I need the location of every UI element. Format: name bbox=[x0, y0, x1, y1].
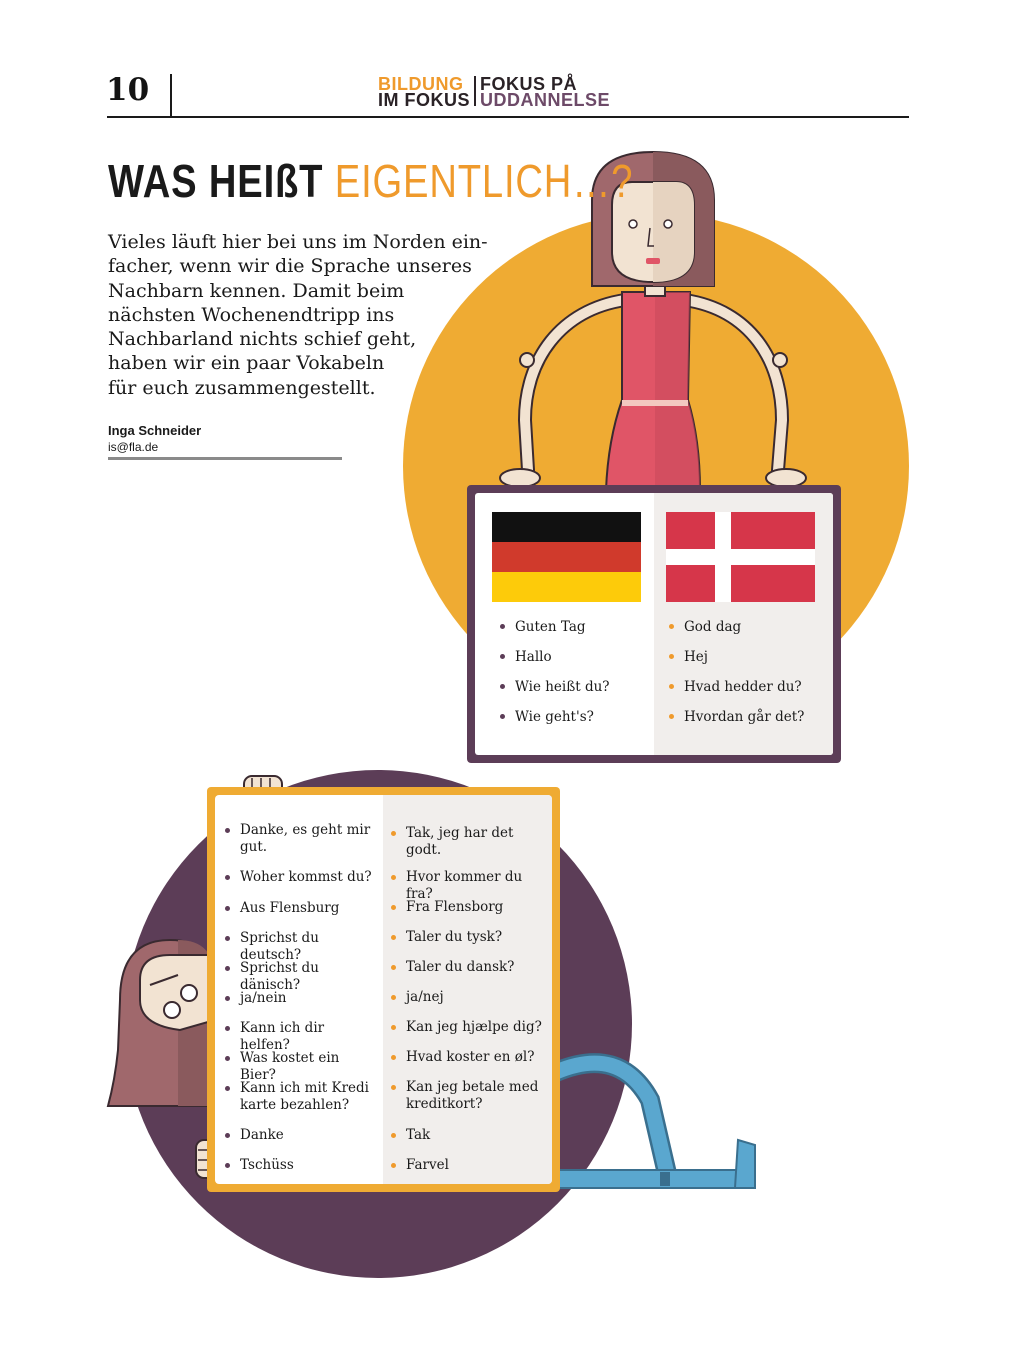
list-item: Tschüss bbox=[224, 1157, 374, 1184]
german-phrase-list bbox=[499, 617, 610, 737]
list-item: Tak bbox=[390, 1127, 550, 1157]
danish-phrase-list bbox=[668, 617, 804, 737]
list-item: God dag bbox=[668, 617, 804, 647]
page-number: 10 bbox=[106, 72, 150, 108]
masthead-de-line2: IM FOKUS bbox=[378, 90, 470, 110]
german-flag bbox=[492, 512, 641, 602]
vocab-board-1 bbox=[467, 485, 841, 763]
list-item: Kan jeg betale med kreditkort? bbox=[390, 1079, 550, 1127]
author-rule bbox=[108, 457, 342, 460]
title-part1: WAS HEIßT bbox=[108, 155, 324, 207]
intro-text: Vieles läuft hier bei uns im Norden ein- facher, wenn wir die Sprache unseres Nachbarn kennen. Damit beim nächsten Wochenendtripp ins Nachbarland nichts schief geht, haben wir ein paar Vokabeln für euch zusammengestellt. bbox=[108, 231, 488, 399]
list-item: Danke, es geht mir gut. bbox=[224, 822, 374, 869]
list-item: Hej bbox=[668, 647, 804, 677]
list-item: Fra Flensborg bbox=[390, 899, 550, 929]
masthead-de-line1: BILDUNG bbox=[378, 74, 464, 94]
list-item: Kan jeg hjælpe dig? bbox=[390, 1019, 550, 1049]
list-item: Was kostet ein Bier? bbox=[224, 1050, 374, 1080]
list-item: ja/nein bbox=[224, 990, 374, 1020]
list-item: Taler du dansk? bbox=[390, 959, 550, 989]
list-item: Wie geht's? bbox=[499, 707, 610, 737]
list-item: ja/nej bbox=[390, 989, 550, 1019]
list-item: Wie heißt du? bbox=[499, 677, 610, 707]
list-item: Sprichst du deutsch? bbox=[224, 930, 374, 960]
author-email[interactable]: is@fla.de bbox=[108, 440, 159, 454]
title-part2: EIGENTLICH…? bbox=[334, 155, 634, 207]
danish-flag bbox=[666, 512, 815, 602]
masthead-dk-line2: UDDANNELSE bbox=[480, 90, 611, 110]
list-item: Kann ich mit Kredi karte bezahlen? bbox=[224, 1080, 374, 1127]
vocab-board-2 bbox=[207, 787, 560, 1192]
list-item: Kann ich dir helfen? bbox=[224, 1020, 374, 1050]
article-title bbox=[108, 150, 633, 212]
list-item: Hallo bbox=[499, 647, 610, 677]
list-item: Tak, jeg har det godt. bbox=[390, 825, 550, 869]
masthead-dk-line1: FOKUS PÅ bbox=[480, 74, 578, 94]
list-item: Taler du tysk? bbox=[390, 929, 550, 959]
peeking-girl-figure bbox=[108, 940, 215, 1106]
author-name: Inga Schneider bbox=[108, 423, 202, 438]
danish-phrase-list bbox=[390, 825, 550, 1184]
list-item: Woher kommst du? bbox=[224, 869, 374, 900]
list-item: Farvel bbox=[390, 1157, 550, 1184]
list-item: Hvad hedder du? bbox=[668, 677, 804, 707]
list-item: Guten Tag bbox=[499, 617, 610, 647]
list-item: Hvad koster en øl? bbox=[390, 1049, 550, 1079]
list-item: Hvordan går det? bbox=[668, 707, 804, 737]
list-item: Sprichst du dänisch? bbox=[224, 960, 374, 990]
german-phrase-list bbox=[224, 822, 374, 1184]
list-item: Aus Flensburg bbox=[224, 900, 374, 930]
list-item: Hvor kommer du fra? bbox=[390, 869, 550, 899]
list-item: Danke bbox=[224, 1127, 374, 1157]
